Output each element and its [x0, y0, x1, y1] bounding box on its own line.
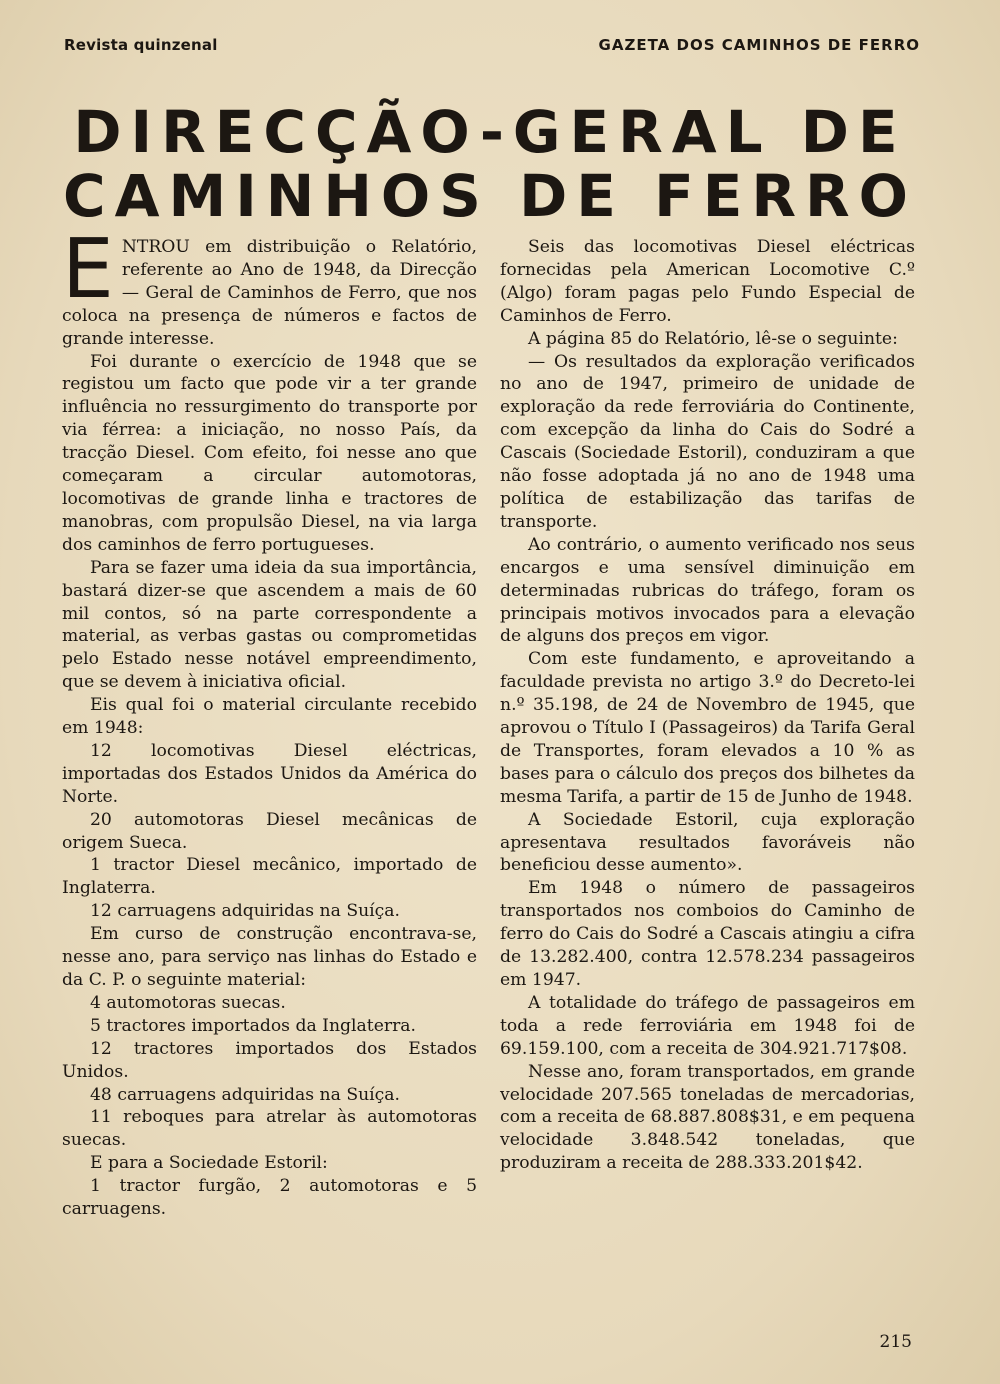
title-line-2: CAMINHOS DE FERRO	[63, 162, 917, 230]
paragraph: 20 automotoras Diesel mecânicas de origem Sueca.	[62, 809, 477, 853]
paragraph: Eis qual foi o material circulante recebido em 1948:	[62, 695, 477, 739]
paragraph-text: NTROU em distribuição o Relatório, referente ao Ano de 1948, da Direcção — Geral de Caminhos de Ferro, que nos coloca na presença de números e factos de grande interesse.	[62, 237, 477, 349]
paragraph: Em curso de construção encontrava-se, nesse ano, para serviço nas linhas do Estado e da C. P. o seguinte material:	[62, 924, 477, 990]
paragraph: 4 automotoras suecas.	[90, 992, 286, 1013]
paragraph: 12 tractores importados dos Estados Unidos.	[62, 1038, 477, 1082]
paragraph: 1 tractor Diesel mecânico, importado de Inglaterra.	[62, 855, 477, 899]
paragraph: 5 tractores importados da Inglaterra.	[90, 1015, 417, 1036]
paragraph: Ao contrário, o aumento verificado nos seus encargos e uma sensível diminuição em determinadas rubricas do tráfego, foram os principais motivos invocados para a elevação de alguns dos preços em vigor.	[500, 534, 915, 647]
right-column	[500, 236, 915, 1175]
paragraph: E para a Sociedade Estoril:	[90, 1153, 328, 1174]
header-left: Revista quinzenal	[64, 36, 218, 54]
left-column	[62, 222, 477, 1221]
paragraph: 11 reboques para atrelar às automotoras suecas.	[62, 1107, 477, 1151]
paragraph: Com este fundamento, e aproveitando a faculdade prevista no artigo 3.º do Decreto-lei n.º 35.198, de 24 de Novembro de 1945, que aprovou o Título I (Passageiros) da Tarifa Geral de Transportes, foram elevados a 10 % as bases para o cálculo dos preços dos bilhetes da mesma Tarifa, a partir de 15 de Junho de 1948.	[500, 649, 915, 807]
paragraph: Para se fazer uma ideia da sua importância, bastará dizer-se que ascendem a mais de 60 mil contos, só na parte correspondente a material, as verbas gastas ou comprometidas pelo Estado nesse notável empreendimento, que se devem à iniciativa oficial.	[62, 557, 477, 693]
header-right: GAZETA DOS CAMINHOS DE FERRO	[598, 36, 920, 54]
title-line-1: DIRECÇÃO-GERAL DE	[73, 98, 907, 166]
paragraph: — Os resultados da exploração verificados no ano de 1947, primeiro de unidade de exploração da rede ferroviária do Continente, com excepção da linha do Cais do Sodré a Cascais (Sociedade Estoril), conduziram a que não fosse adoptada já no ano de 1948 uma política de estabilização das tarifas de transporte.	[500, 351, 915, 532]
paragraph	[62, 222, 477, 351]
paragraph: Foi durante o exercício de 1948 que se registou um facto que pode vir a ter grande influência no ressurgimento do transporte por via férrea: a iniciação, no nosso País, da tracção Diesel. Com efeito, foi nesse ano que começaram a circular automotoras, locomotivas de grande linha e tractores de manobras, com propulsão Diesel, na via larga dos caminhos de ferro portugueses.	[62, 351, 477, 555]
paragraph: A página 85 do Relatório, lê-se o seguinte:	[528, 328, 898, 349]
paragraph: Em 1948 o número de passageiros transportados nos comboios do Caminho de ferro do Cais do Sodré a Cascais atingiu a cifra de 13.282.400, contra 12.578.234 passageiros em 1947.	[500, 878, 915, 990]
paragraph: 12 carruagens adquiridas na Suíça.	[90, 901, 401, 922]
paragraph: Nesse ano, foram transportados, em grande velocidade 207.565 toneladas de mercadorias, com a receita de 68.887.808$31, e em pequena velocidade 3.848.542 toneladas, que produziram a receita de 288.333.201$42.	[500, 1061, 915, 1174]
paragraph: 1 tractor furgão, 2 automotoras e 5 carruagens.	[62, 1176, 477, 1220]
page-number: 215	[879, 1332, 912, 1352]
paragraph: A Sociedade Estoril, cuja exploração apresentava resultados favoráveis não beneficiou desse aumento».	[500, 809, 915, 876]
drop-cap: E	[62, 222, 114, 317]
paragraph: 12 locomotivas Diesel eléctricas, importadas dos Estados Unidos da América do Norte.	[62, 740, 477, 807]
paragraph: A totalidade do tráfego de passageiros em toda a rede ferroviária em 1948 foi de 69.159.100, com a receita de 304.921.717$08.	[500, 992, 915, 1059]
paragraph: 48 carruagens adquiridas na Suíça.	[90, 1084, 401, 1105]
paragraph: Seis das locomotivas Diesel eléctricas fornecidas pela American Locomotive C.º (Algo) foram pagas pelo Fundo Especial de Caminhos de Ferro.	[500, 237, 915, 326]
